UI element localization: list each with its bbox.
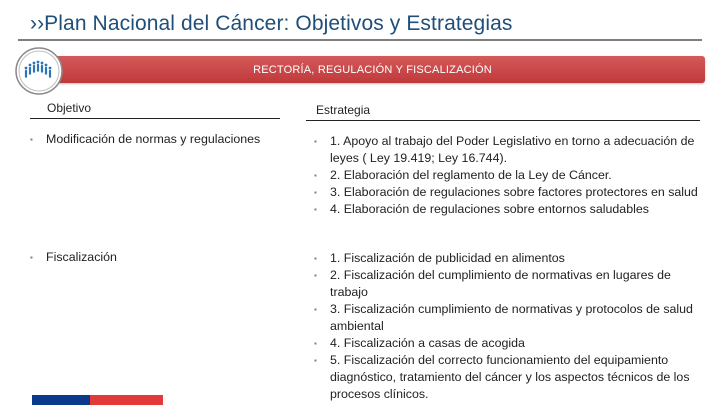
objetivo-item: ▪ Modificación de normas y regulaciones bbox=[30, 131, 280, 148]
estrategia-list-row-2 bbox=[314, 250, 698, 403]
estrategia-item: ▪ 1. Fiscalización de publicidad en alimentos bbox=[314, 250, 698, 267]
estrategia-item: ▪ 1. Apoyo al trabajo del Poder Legislativo en torno a adecuación de leyes ( Ley 19.419; Ley 16.744). bbox=[314, 133, 698, 167]
estrategia-item: ▪ 3. Elaboración de regulaciones sobre factores protectores en salud bbox=[314, 184, 698, 201]
column-header-objetivo: Objetivo bbox=[47, 101, 92, 115]
estrategia-item: ▪ 3. Fiscalización cumplimiento de normativas y protocolos de salud ambiental bbox=[314, 301, 698, 335]
flag-blue-segment bbox=[32, 395, 90, 405]
title-underline bbox=[18, 39, 702, 41]
column-header-estrategia: Estrategia bbox=[316, 103, 371, 117]
estrategia-item: ▪ 2. Elaboración del reglamento de la Ley de Cáncer. bbox=[314, 167, 698, 184]
people-group-icon bbox=[14, 46, 64, 96]
flag-red-segment bbox=[90, 395, 163, 405]
estrategia-item: ▪ 4. Elaboración de regulaciones sobre entornos saludables bbox=[314, 201, 698, 218]
slide-title: ››Plan Nacional del Cáncer: Objetivos y Estrategias bbox=[30, 12, 513, 35]
estrategia-item: ▪ 4. Fiscalización a casas de acogida bbox=[314, 335, 698, 352]
objetivo-list-row-1 bbox=[30, 131, 280, 148]
header-rule-objetivo bbox=[30, 118, 280, 119]
section-banner bbox=[40, 56, 705, 83]
estrategia-list-row-1 bbox=[314, 133, 698, 218]
estrategia-item: ▪ 5. Fiscalización del correcto funcionamiento del equipamiento diagnóstico, tratamiento del cáncer y los aspectos técnicos de los procesos clínicos. bbox=[314, 352, 698, 403]
objetivo-item: ▪ Fiscalización bbox=[30, 249, 280, 266]
flag-color-bar bbox=[32, 395, 163, 405]
objetivo-list-row-2 bbox=[30, 249, 280, 266]
header-rule-estrategia bbox=[306, 120, 700, 121]
estrategia-item: ▪ 2. Fiscalización del cumplimiento de normativas en lugares de trabajo bbox=[314, 267, 698, 301]
banner-label: RECTORÍA, REGULACIÓN Y FISCALIZACIÓN bbox=[253, 63, 492, 76]
